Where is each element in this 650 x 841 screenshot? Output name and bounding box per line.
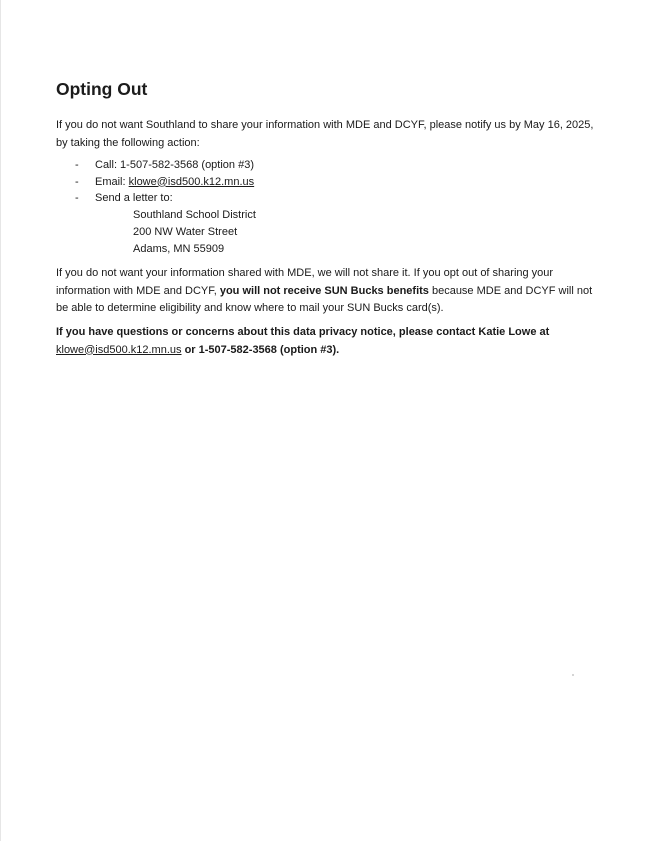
list-dash: - <box>75 192 79 204</box>
optout-paragraph <box>56 265 606 318</box>
optout-text-before: If you do not want your information shared with MDE, we will not share it. If you opt out of sharing your information with MDE and DCYF, <box>56 267 554 297</box>
contact-bold-outro: or 1-507-582-3568 (option #3). <box>181 343 340 356</box>
optout-bold-warning: you will not receive SUN Bucks benefits <box>219 284 429 297</box>
address-line-1: Southland School District <box>133 209 256 221</box>
list-item-call <box>56 157 254 174</box>
list-item-email <box>56 174 254 191</box>
mailing-address <box>133 207 256 258</box>
scan-edge-line <box>0 0 1 841</box>
section-heading: Opting Out <box>56 79 148 99</box>
address-line-2: 200 NW Water Street <box>133 226 238 238</box>
contact-bold-intro: If you have questions or concerns about this data privacy notice, please contact Katie Lowe at <box>56 326 550 338</box>
list-dash: - <box>75 159 79 171</box>
list-dash: - <box>75 175 79 188</box>
email-link[interactable]: klowe@isd500.k12.mn.us <box>128 175 255 188</box>
contact-paragraph <box>56 324 606 359</box>
email-label: Email: <box>95 175 129 188</box>
action-list <box>56 157 254 207</box>
scan-speck <box>572 674 574 676</box>
call-text: Call: 1-507-582-3568 (option #3) <box>95 159 254 171</box>
intro-paragraph: If you do not want Southland to share your information with MDE and DCYF, please notify us by May 16, 2025, by taking the following action: <box>56 119 594 149</box>
letter-text: Send a letter to: <box>95 192 173 204</box>
optout-text-after: because MDE and DCYF will not be able to determine eligibility and know where to mail your SUN Bucks card(s). <box>56 284 593 314</box>
address-line-3: Adams, MN 55909 <box>133 243 225 255</box>
contact-email-link[interactable]: klowe@isd500.k12.mn.us <box>56 343 182 356</box>
list-item-letter <box>56 190 254 207</box>
